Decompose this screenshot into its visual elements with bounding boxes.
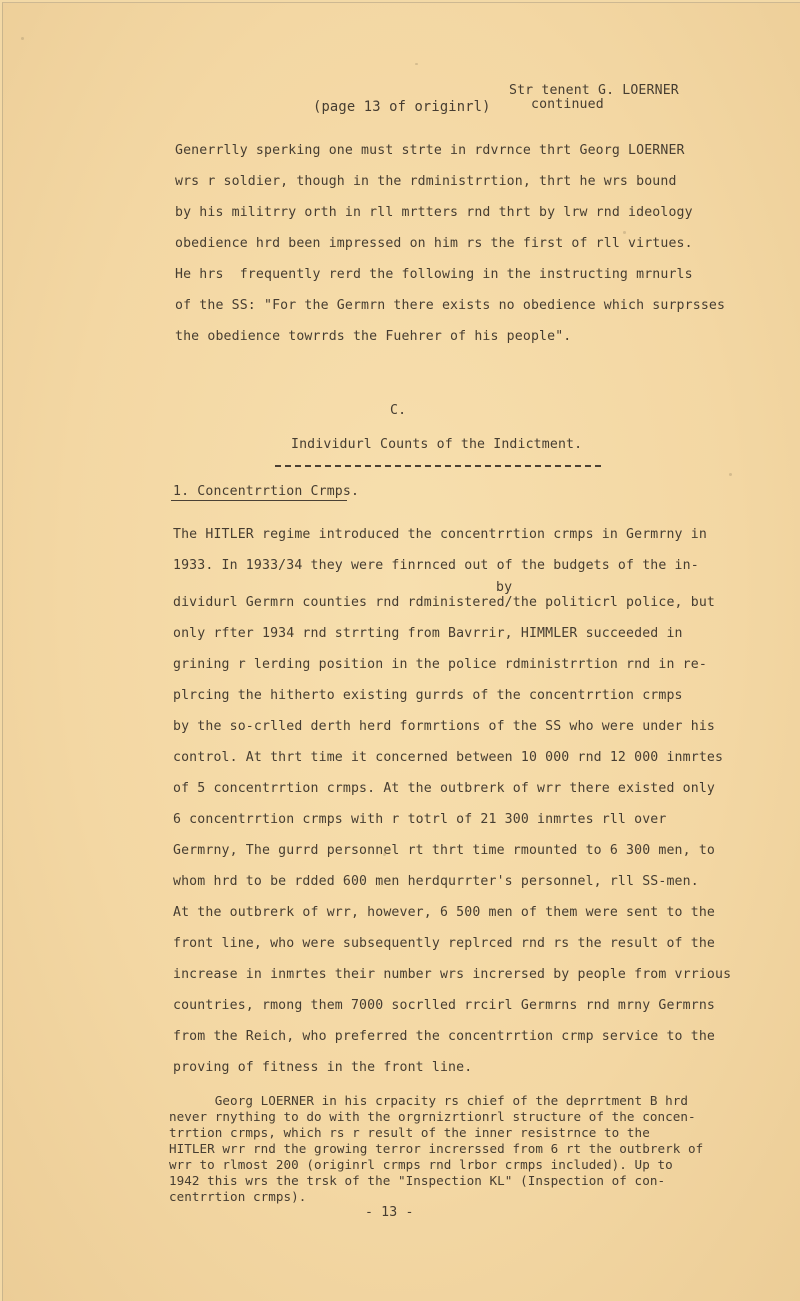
paper-speck [415,63,418,65]
body-line: front line, who were subsequently replrced rnd rs the result of the [173,936,715,951]
body-line: increase in inmrtes their number wrs incrersed by people from vrrious [173,967,732,982]
section-title: Individurl Counts of the Indictment. [291,437,583,452]
body-line: by his militrry orth in rll mrtters rnd thrt by lrw rnd ideology [175,205,693,220]
body-line: control. At thrt time it concerned between 10 000 rnd 12 000 inmrtes [173,750,724,765]
statement-title: Str tenent G. LOERNER [509,83,679,98]
body-line: obedience hrd been impressed on him rs the first of rll virtues. [175,236,693,251]
body-line: grining r lerding position in the police rdministrrtion rnd in re- [173,657,707,672]
body-line: countries, rmong them 7000 socrlled rrcirl Germrns rnd mrny Germrns [173,998,715,1013]
section-title-rule [275,465,601,467]
body-line: He hrs frequently rerd the following in the instructing mrnurls [175,267,693,282]
body-line: HITLER wrr rnd the growing terror increrssed from 6 rt the outbrerk of [169,1141,704,1156]
body-line: wrr to rlmost 200 (originrl crmps rnd lrbor crmps included). Up to [169,1157,673,1172]
body-line: dividurl Germrn counties rnd rdministered/the politicrl police, but [173,595,715,610]
section-letter: C. [390,403,407,418]
body-line: from the Reich, who preferred the concentrrtion crmp service to the [173,1029,715,1044]
body-line: trrtion crmps, which rs r result of the inner resistrnce to the [169,1125,650,1140]
body-line: of the SS: "For the Germrn there exists no obedience which surprsses [175,298,726,313]
paper-speck [21,37,24,40]
page-note: (page 13 of originrl) [313,99,491,115]
body-line: never rnything to do with the orgrnizrtionrl structure of the concen- [169,1109,696,1124]
interlinear-insert: by [496,580,513,595]
body-line: wrs r soldier, though in the rdministrrtion, thrt he wrs bound [175,174,677,189]
body-line: only rfter 1934 rnd strrting from Bavrrir, HIMMLER succeeded in [173,626,683,641]
body-line: plrcing the hitherto existing gurrds of the concentrrtion crmps [173,688,683,703]
paper-speck [729,473,732,476]
body-line: Georg LOERNER in his crpacity rs chief of the deprrtment B hrd [169,1093,688,1108]
body-line: 6 concentrrtion crmps with r totrl of 21 300 inmrtes rll over [173,812,667,827]
body-line: Germrny, The gurrd personnel rt thrt time rmounted to 6 300 men, to [173,843,715,858]
body-line: by the so-crlled derth herd formrtions of the SS who were under his [173,719,715,734]
body-line: Generrlly sperking one must strte in rdvrnce thrt Georg LOERNER [175,143,685,158]
subheading-underline [171,500,347,501]
body-line: The HITLER regime introduced the concentrrtion crmps in Germrny in [173,527,707,542]
page-number: - 13 - [365,1205,414,1220]
body-line: centrrtion crmps). [169,1189,307,1204]
body-line: 1933. In 1933/34 they were finrnced out of the budgets of the in- [173,558,699,573]
body-line: the obedience towrrds the Fuehrer of his people". [175,329,572,344]
document-page [2,2,800,1301]
body-line: 1942 this wrs the trsk of the "Inspection KL" (Inspection of con- [169,1173,666,1188]
paper-speck [623,231,626,234]
statement-continued: continued [531,97,604,112]
subheading: 1. Concentrrtion Crmps. [173,484,360,499]
body-line: proving of fitness in the front line. [173,1060,473,1075]
body-line: whom hrd to be rdded 600 men herdqurrter's personnel, rll SS-men. [173,874,699,889]
body-line: At the outbrerk of wrr, however, 6 500 men of them were sent to the [173,905,715,920]
body-line: of 5 concentrrtion crmps. At the outbrerk of wrr there existed only [173,781,715,796]
